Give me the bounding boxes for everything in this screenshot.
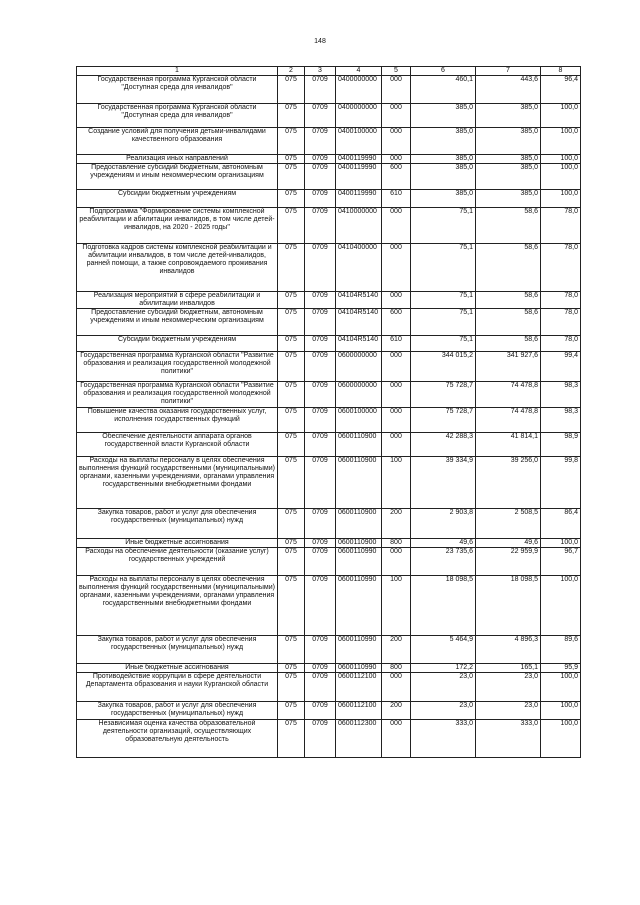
cell-section-code: 0709: [305, 352, 336, 382]
table-row: [77, 408, 581, 433]
cell-target-code: 0600110990: [336, 636, 382, 664]
cell-section-code: 0709: [305, 457, 336, 509]
cell-expense-type: 200: [382, 509, 411, 539]
cell-planned: 344 015,2: [411, 352, 476, 382]
cell-expense-type: 000: [382, 408, 411, 433]
cell-expense-type: 200: [382, 702, 411, 720]
cell-section-code: 0709: [305, 433, 336, 457]
table-row: [77, 164, 581, 190]
cell-planned: 75,1: [411, 292, 476, 309]
cell-target-code: 0400119990: [336, 155, 382, 164]
table-row: [77, 244, 581, 292]
cell-section-code: 0709: [305, 539, 336, 548]
cell-executed: 4 896,3: [476, 636, 541, 664]
cell-percent: 98,3: [541, 382, 581, 408]
cell-percent: 100,0: [541, 104, 581, 128]
cell-expense-type: 200: [382, 636, 411, 664]
cell-section-code: 0709: [305, 702, 336, 720]
cell-section-code: 0709: [305, 244, 336, 292]
cell-target-code: 0600110990: [336, 664, 382, 673]
table-row: [77, 104, 581, 128]
cell-executed: 58,6: [476, 309, 541, 336]
header-cell-percent: 8: [541, 67, 581, 76]
cell-executed: 23,0: [476, 673, 541, 702]
cell-target-code: 0600100000: [336, 408, 382, 433]
table-row: [77, 382, 581, 408]
cell-section-code: 0709: [305, 128, 336, 155]
cell-executed: 2 508,5: [476, 509, 541, 539]
header-cell-target-code: 4: [336, 67, 382, 76]
cell-expense-type: 600: [382, 164, 411, 190]
cell-expense-type: 000: [382, 128, 411, 155]
cell-admin-code: 075: [278, 155, 305, 164]
cell-target-code: 0400000000: [336, 76, 382, 104]
cell-admin-code: 075: [278, 702, 305, 720]
page-number: 148: [314, 38, 326, 45]
cell-percent: 89,6: [541, 636, 581, 664]
cell-executed: 58,6: [476, 208, 541, 244]
cell-name: Реализация мероприятий в сфере реабилитации и абилитации инвалидов: [77, 292, 278, 309]
cell-section-code: 0709: [305, 673, 336, 702]
cell-percent: 96,7: [541, 548, 581, 576]
cell-executed: 385,0: [476, 164, 541, 190]
cell-executed: 39 256,0: [476, 457, 541, 509]
cell-name: Закупка товаров, работ и услуг для обеспечения государственных (муниципальных) нужд: [77, 509, 278, 539]
cell-expense-type: 000: [382, 433, 411, 457]
cell-planned: 23,0: [411, 673, 476, 702]
header-cell-expense-type: 5: [382, 67, 411, 76]
cell-percent: 100,0: [541, 128, 581, 155]
cell-section-code: 0709: [305, 309, 336, 336]
cell-percent: 99,4: [541, 352, 581, 382]
cell-planned: 385,0: [411, 155, 476, 164]
cell-executed: 443,6: [476, 76, 541, 104]
cell-percent: 99,8: [541, 457, 581, 509]
cell-target-code: 04104R5140: [336, 309, 382, 336]
cell-expense-type: 000: [382, 292, 411, 309]
cell-percent: 100,0: [541, 190, 581, 208]
table-row: [77, 539, 581, 548]
cell-expense-type: 800: [382, 539, 411, 548]
table-row: [77, 336, 581, 352]
cell-admin-code: 075: [278, 190, 305, 208]
cell-target-code: 0400100000: [336, 128, 382, 155]
cell-admin-code: 075: [278, 208, 305, 244]
table-header-row: [77, 67, 581, 76]
table-row: [77, 576, 581, 636]
cell-section-code: 0709: [305, 292, 336, 309]
cell-section-code: 0709: [305, 408, 336, 433]
cell-admin-code: 075: [278, 309, 305, 336]
cell-executed: 23,0: [476, 702, 541, 720]
cell-planned: 385,0: [411, 190, 476, 208]
cell-planned: 5 464,9: [411, 636, 476, 664]
cell-expense-type: 100: [382, 576, 411, 636]
cell-expense-type: 800: [382, 664, 411, 673]
cell-percent: 100,0: [541, 673, 581, 702]
cell-planned: 385,0: [411, 104, 476, 128]
cell-target-code: 0600000000: [336, 382, 382, 408]
cell-expense-type: 610: [382, 190, 411, 208]
cell-admin-code: 075: [278, 673, 305, 702]
cell-admin-code: 075: [278, 457, 305, 509]
cell-percent: 78,0: [541, 309, 581, 336]
cell-target-code: 0600000000: [336, 352, 382, 382]
cell-expense-type: 000: [382, 673, 411, 702]
cell-admin-code: 075: [278, 539, 305, 548]
table-row: [77, 292, 581, 309]
cell-name: Закупка товаров, работ и услуг для обеспечения государственных (муниципальных) нужд: [77, 636, 278, 664]
cell-expense-type: 000: [382, 352, 411, 382]
cell-name: Иные бюджетные ассигнования: [77, 539, 278, 548]
cell-target-code: 0400000000: [336, 104, 382, 128]
cell-expense-type: 000: [382, 720, 411, 758]
cell-executed: 22 959,9: [476, 548, 541, 576]
cell-admin-code: 075: [278, 128, 305, 155]
cell-admin-code: 075: [278, 636, 305, 664]
cell-target-code: 0600112100: [336, 702, 382, 720]
cell-target-code: 0410000000: [336, 208, 382, 244]
cell-expense-type: 000: [382, 548, 411, 576]
cell-planned: 49,6: [411, 539, 476, 548]
cell-expense-type: 100: [382, 457, 411, 509]
budget-table: [76, 66, 581, 758]
cell-planned: 385,0: [411, 164, 476, 190]
cell-name: Государственная программа Курганской области "Доступная среда для инвалидов": [77, 104, 278, 128]
cell-name: Государственная программа Курганской области "Доступная среда для инвалидов": [77, 76, 278, 104]
cell-planned: 172,2: [411, 664, 476, 673]
cell-expense-type: 000: [382, 382, 411, 408]
cell-executed: 385,0: [476, 104, 541, 128]
table-row: [77, 208, 581, 244]
header-cell-section-code: 3: [305, 67, 336, 76]
cell-executed: 58,6: [476, 292, 541, 309]
cell-name: Субсидии бюджетным учреждениям: [77, 336, 278, 352]
table-row: [77, 155, 581, 164]
cell-admin-code: 075: [278, 548, 305, 576]
cell-planned: 385,0: [411, 128, 476, 155]
cell-target-code: 0600112300: [336, 720, 382, 758]
table-row: [77, 509, 581, 539]
cell-name: Предоставление субсидий бюджетным, автономным учреждениям и иным некоммерческим организациям: [77, 309, 278, 336]
cell-admin-code: 075: [278, 509, 305, 539]
cell-name: Повышение качества оказания государственных услуг, исполнения государственных функций: [77, 408, 278, 433]
cell-admin-code: 075: [278, 244, 305, 292]
cell-planned: 18 098,5: [411, 576, 476, 636]
cell-admin-code: 075: [278, 433, 305, 457]
cell-target-code: 0600110900: [336, 539, 382, 548]
cell-percent: 100,0: [541, 155, 581, 164]
cell-section-code: 0709: [305, 104, 336, 128]
header-cell-executed: 7: [476, 67, 541, 76]
cell-admin-code: 075: [278, 664, 305, 673]
table-row: [77, 636, 581, 664]
cell-name: Подготовка кадров системы комплексной реабилитации и абилитации инвалидов, в том числе детей-инвалидов, ранней помощи, а также сопровождаемого проживания инвалидов: [77, 244, 278, 292]
cell-section-code: 0709: [305, 664, 336, 673]
table-row: [77, 309, 581, 336]
cell-executed: 74 478,8: [476, 382, 541, 408]
cell-admin-code: 075: [278, 352, 305, 382]
cell-section-code: 0709: [305, 548, 336, 576]
cell-name: Расходы на выплаты персоналу в целях обеспечения выполнения функций государственными (муниципальными) органами, казенными учреждениями, органами управления государственными внебюджетными фондами: [77, 576, 278, 636]
cell-section-code: 0709: [305, 164, 336, 190]
cell-target-code: 0600110900: [336, 457, 382, 509]
cell-planned: 75 728,7: [411, 382, 476, 408]
cell-target-code: 0600110900: [336, 509, 382, 539]
cell-planned: 42 288,3: [411, 433, 476, 457]
table-row: [77, 720, 581, 758]
cell-executed: 341 927,6: [476, 352, 541, 382]
table-row: [77, 548, 581, 576]
cell-executed: 74 478,8: [476, 408, 541, 433]
cell-admin-code: 075: [278, 104, 305, 128]
cell-section-code: 0709: [305, 336, 336, 352]
cell-executed: 165,1: [476, 664, 541, 673]
cell-target-code: 0600110900: [336, 433, 382, 457]
cell-expense-type: 610: [382, 336, 411, 352]
cell-name: Иные бюджетные ассигнования: [77, 664, 278, 673]
cell-admin-code: 075: [278, 164, 305, 190]
cell-planned: 75,1: [411, 244, 476, 292]
cell-expense-type: 000: [382, 155, 411, 164]
cell-planned: 75,1: [411, 208, 476, 244]
cell-percent: 100,0: [541, 702, 581, 720]
cell-name: Создание условий для получения детьми-инвалидами качественного образования: [77, 128, 278, 155]
cell-target-code: 04104R5140: [336, 336, 382, 352]
cell-percent: 95,9: [541, 664, 581, 673]
header-cell-admin-code: 2: [278, 67, 305, 76]
cell-target-code: 0410400000: [336, 244, 382, 292]
cell-planned: 460,1: [411, 76, 476, 104]
table-row: [77, 190, 581, 208]
cell-name: Реализация иных направлений: [77, 155, 278, 164]
header-cell-name: 1: [77, 67, 278, 76]
cell-name: Предоставление субсидий бюджетным, автономным учреждениям и иным некоммерческим организациям: [77, 164, 278, 190]
cell-expense-type: 000: [382, 76, 411, 104]
cell-admin-code: 075: [278, 720, 305, 758]
cell-name: Подпрограмма "Формирование системы комплексной реабилитации и абилитации инвалидов, в том числе детей-инвалидов, на 2020 - 2025 годы": [77, 208, 278, 244]
cell-target-code: 0400119990: [336, 164, 382, 190]
cell-section-code: 0709: [305, 76, 336, 104]
cell-percent: 86,4: [541, 509, 581, 539]
cell-name: Противодействие коррупции в сфере деятельности Департамента образования и науки Курганской области: [77, 673, 278, 702]
cell-section-code: 0709: [305, 636, 336, 664]
cell-planned: 75 728,7: [411, 408, 476, 433]
cell-percent: 100,0: [541, 720, 581, 758]
cell-admin-code: 075: [278, 76, 305, 104]
cell-planned: 333,0: [411, 720, 476, 758]
table-row: [77, 352, 581, 382]
cell-name: Закупка товаров, работ и услуг для обеспечения государственных (муниципальных) нужд: [77, 702, 278, 720]
cell-percent: 100,0: [541, 539, 581, 548]
cell-section-code: 0709: [305, 155, 336, 164]
table-row: [77, 457, 581, 509]
cell-name: Субсидии бюджетным учреждениям: [77, 190, 278, 208]
cell-percent: 98,3: [541, 408, 581, 433]
cell-percent: 100,0: [541, 576, 581, 636]
cell-target-code: 04104R5140: [336, 292, 382, 309]
cell-admin-code: 075: [278, 408, 305, 433]
cell-name: Независимая оценка качества образовательной деятельности организаций, осуществляющих образовательную деятельность: [77, 720, 278, 758]
cell-expense-type: 600: [382, 309, 411, 336]
cell-executed: 385,0: [476, 128, 541, 155]
cell-section-code: 0709: [305, 208, 336, 244]
cell-target-code: 0400119990: [336, 190, 382, 208]
cell-admin-code: 075: [278, 382, 305, 408]
cell-admin-code: 075: [278, 576, 305, 636]
cell-target-code: 0600110990: [336, 548, 382, 576]
cell-planned: 23 735,6: [411, 548, 476, 576]
cell-percent: 78,0: [541, 292, 581, 309]
cell-executed: 18 098,5: [476, 576, 541, 636]
cell-section-code: 0709: [305, 382, 336, 408]
cell-name: Расходы на выплаты персоналу в целях обеспечения выполнения функций государственными (муниципальными) органами, казенными учреждениями, органами управления государственными внебюджетными фондами: [77, 457, 278, 509]
table-row: [77, 128, 581, 155]
cell-percent: 78,0: [541, 336, 581, 352]
cell-planned: 75,1: [411, 309, 476, 336]
table-row: [77, 664, 581, 673]
cell-executed: 58,6: [476, 244, 541, 292]
cell-expense-type: 000: [382, 104, 411, 128]
table-row: [77, 673, 581, 702]
cell-percent: 78,0: [541, 208, 581, 244]
cell-executed: 385,0: [476, 155, 541, 164]
cell-executed: 49,6: [476, 539, 541, 548]
cell-percent: 96,4: [541, 76, 581, 104]
cell-section-code: 0709: [305, 576, 336, 636]
cell-target-code: 0600110990: [336, 576, 382, 636]
cell-executed: 41 814,1: [476, 433, 541, 457]
cell-planned: 39 334,9: [411, 457, 476, 509]
cell-planned: 75,1: [411, 336, 476, 352]
cell-planned: 23,0: [411, 702, 476, 720]
cell-section-code: 0709: [305, 720, 336, 758]
cell-admin-code: 075: [278, 292, 305, 309]
table-row: [77, 433, 581, 457]
table-row: [77, 76, 581, 104]
cell-admin-code: 075: [278, 336, 305, 352]
cell-section-code: 0709: [305, 190, 336, 208]
cell-executed: 58,6: [476, 336, 541, 352]
cell-name: Государственная программа Курганской области "Развитие образования и реализация государственной молодежной политики": [77, 352, 278, 382]
cell-executed: 385,0: [476, 190, 541, 208]
cell-expense-type: 000: [382, 244, 411, 292]
cell-name: Обеспечение деятельности аппарата органов государственной власти Курганской области: [77, 433, 278, 457]
cell-name: Расходы на обеспечение деятельности (оказание услуг) государственных учреждений: [77, 548, 278, 576]
table-row: [77, 702, 581, 720]
cell-planned: 2 903,8: [411, 509, 476, 539]
cell-percent: 78,0: [541, 244, 581, 292]
cell-name: Государственная программа Курганской области "Развитие образования и реализация государственной молодежной политики": [77, 382, 278, 408]
cell-target-code: 0600112100: [336, 673, 382, 702]
cell-expense-type: 000: [382, 208, 411, 244]
cell-section-code: 0709: [305, 509, 336, 539]
cell-executed: 333,0: [476, 720, 541, 758]
cell-percent: 98,9: [541, 433, 581, 457]
header-cell-planned: 6: [411, 67, 476, 76]
cell-percent: 100,0: [541, 164, 581, 190]
